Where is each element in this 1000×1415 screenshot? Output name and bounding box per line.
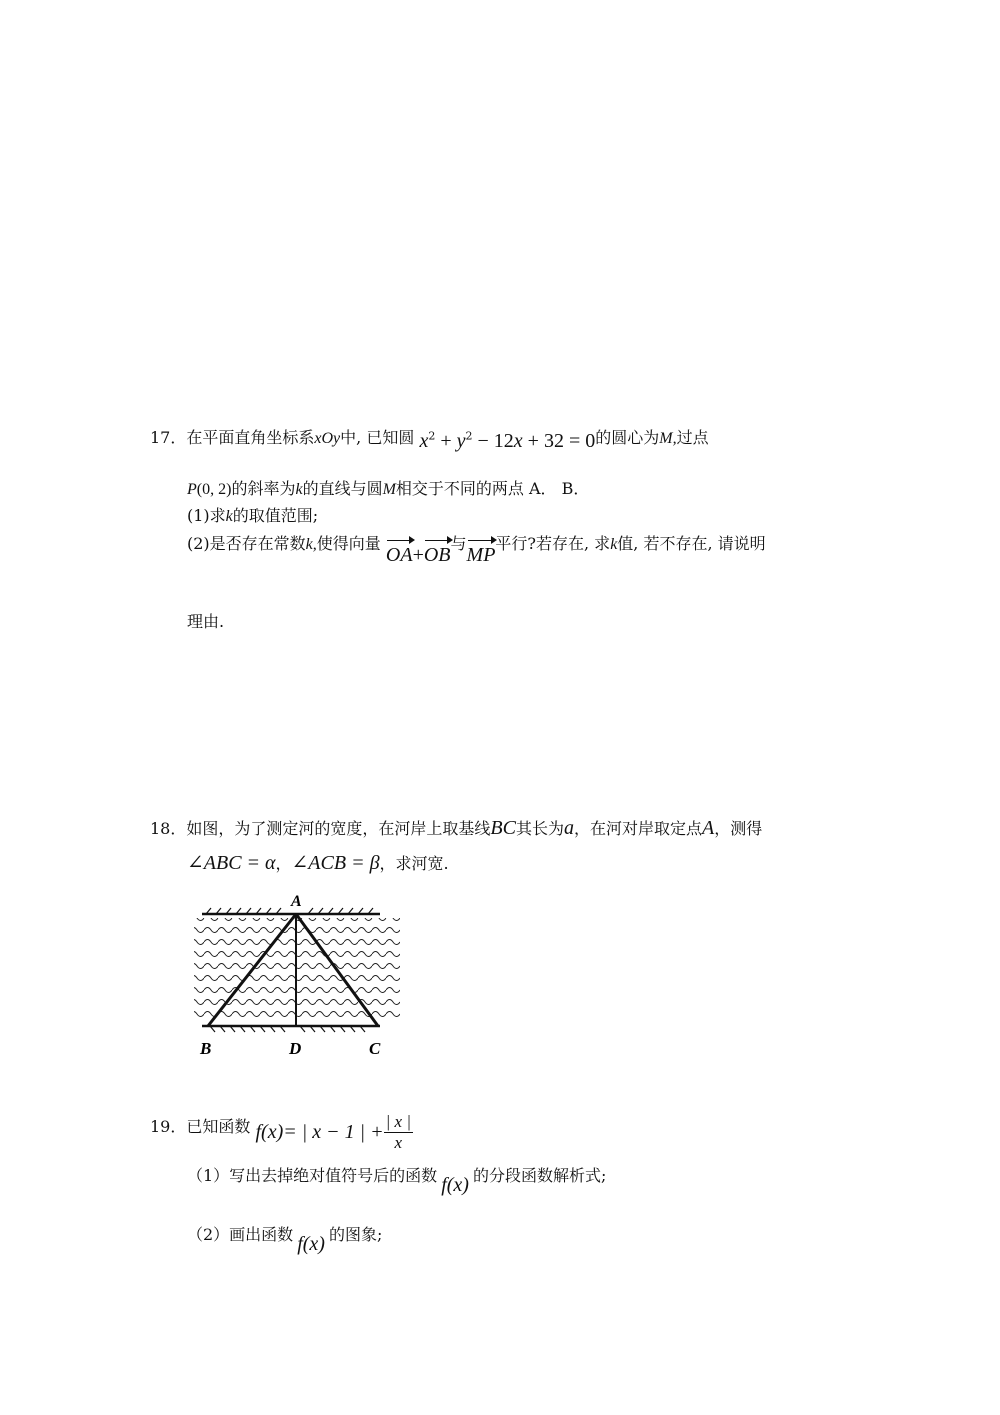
math-op: + 32 = 0 — [522, 430, 596, 452]
math-var: k, — [305, 536, 317, 553]
text: 的圆心为 — [595, 428, 660, 447]
text: （2）画出函数 — [187, 1225, 294, 1244]
label-a: A — [291, 893, 302, 910]
text: 相交于不同的两点 A． B． — [395, 479, 590, 498]
math-op: + — [412, 544, 424, 566]
math-var: x — [513, 430, 523, 452]
text: 其长为 — [515, 819, 564, 838]
label-c: C — [369, 1039, 381, 1058]
question-17-line-5 — [187, 609, 224, 632]
text: 的取值范围; — [232, 506, 319, 525]
circle-equation — [419, 428, 595, 452]
math-var: (0, 2) — [196, 481, 232, 498]
question-number: 19． — [150, 1117, 187, 1136]
vector-mp: MP — [466, 544, 496, 566]
math-var: x — [419, 430, 429, 452]
text: 的直线与圆 — [302, 479, 383, 498]
text: 在平面直角坐标系 — [186, 428, 315, 447]
text: 理由. — [187, 612, 225, 631]
vector-expression — [467, 542, 496, 566]
question-number: 18． — [150, 819, 187, 838]
text: ， — [275, 854, 292, 873]
text: 中, 已知圆 — [340, 428, 415, 447]
angle-abc: ∠ABC = α — [187, 852, 276, 874]
question-18-line-1 — [150, 816, 762, 840]
math-var: xOy — [314, 430, 341, 447]
text: 如图，为了测定河的宽度，在河岸上取基线 — [186, 819, 491, 838]
question-17-line-4 — [187, 530, 766, 566]
math-var: f(x) — [297, 1233, 325, 1255]
text: (2)是否存在常数 — [187, 534, 306, 553]
question-18-line-2 — [187, 850, 449, 875]
math-op: − 12 — [472, 430, 514, 452]
math-var: A — [701, 817, 715, 839]
fraction-numerator: | x | — [385, 1112, 412, 1131]
text: 使得向量 — [316, 534, 381, 553]
fraction — [384, 1112, 413, 1153]
text: ，求河宽. — [379, 854, 449, 873]
exponent: 2 — [465, 429, 473, 443]
text: (1)求 — [187, 506, 226, 525]
math-var: M — [382, 481, 396, 498]
text: 的分段函数解析式; — [472, 1166, 607, 1185]
question-19-line-1 — [150, 1106, 413, 1152]
math-var: k — [295, 481, 303, 498]
label-b: B — [200, 1039, 212, 1058]
question-19-part-1 — [187, 1163, 607, 1196]
text: 的斜率为 — [231, 479, 296, 498]
angle-acb: ∠ACB = β — [291, 852, 380, 874]
text: ，测得 — [714, 819, 763, 838]
math-var: f(x) — [441, 1174, 469, 1196]
math-var: f(x) — [255, 1121, 284, 1143]
text: 平行?若存在, 求 — [495, 534, 611, 553]
label-d: D — [289, 1039, 302, 1058]
vector-oa: OA — [385, 544, 413, 566]
vector-ob: OB — [423, 544, 451, 566]
question-19-part-2 — [187, 1222, 383, 1255]
vector-expression — [386, 542, 451, 566]
question-number: 17． — [150, 428, 187, 447]
math-var: P — [187, 481, 197, 498]
question-17-line-1 — [150, 424, 709, 452]
function-definition — [255, 1112, 413, 1153]
exponent: 2 — [428, 429, 436, 443]
question-17-line-2 — [187, 476, 589, 499]
text: （1）写出去掉绝对值符号后的函数 — [187, 1166, 438, 1185]
math-op: + — [435, 430, 457, 452]
fraction-denominator: x — [394, 1133, 403, 1152]
text: ，在河对岸取定点 — [573, 819, 702, 838]
math-var: M, — [659, 430, 677, 447]
text: 值, 若不存在, 请说明 — [617, 534, 766, 553]
text: 的图象; — [328, 1225, 383, 1244]
math-var: BC — [490, 817, 516, 839]
text: 与 — [450, 534, 467, 553]
math-var: y — [456, 430, 466, 452]
question-17-line-3 — [187, 503, 318, 526]
river-figure — [190, 888, 410, 1060]
math-var: k — [225, 508, 233, 525]
math-var: k — [610, 536, 618, 553]
text: 已知函数 — [186, 1117, 251, 1136]
text: 过点 — [676, 428, 709, 447]
math-expr: = | x − 1 | + — [283, 1121, 384, 1143]
math-var: a — [563, 817, 574, 839]
